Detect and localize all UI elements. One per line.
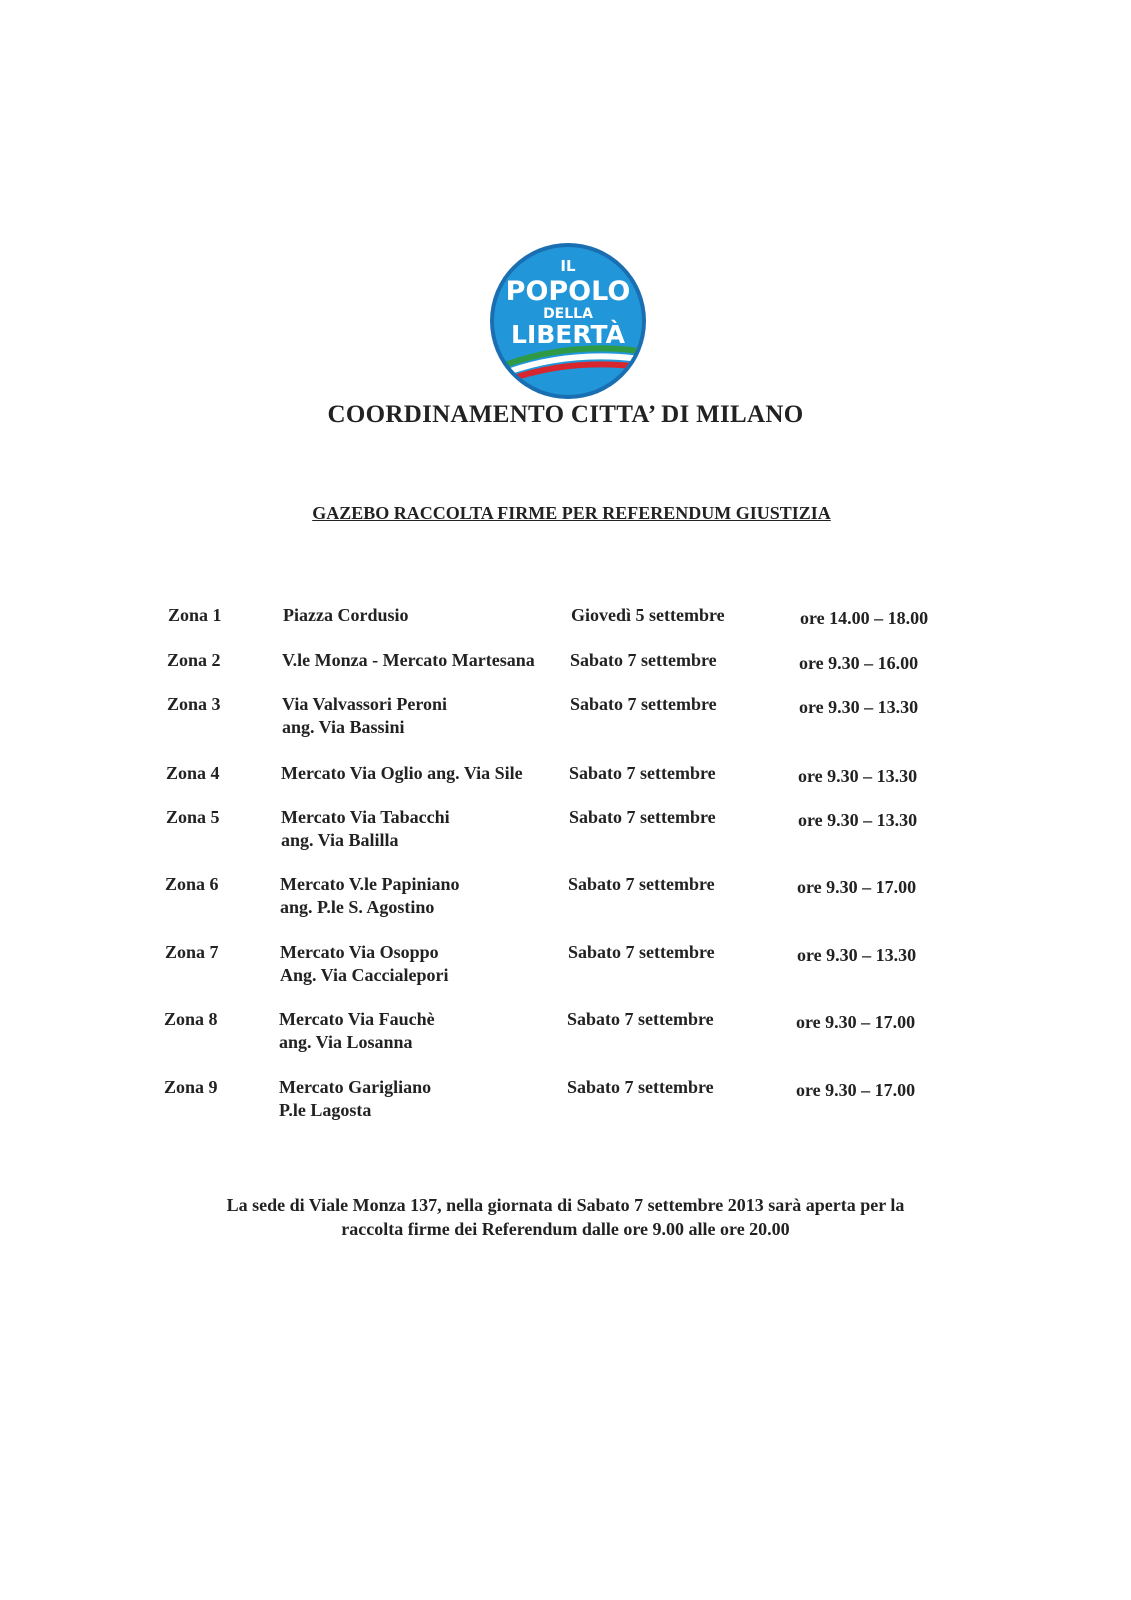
logo-text-il: IL: [560, 257, 576, 275]
date: Sabato 7 settembre: [567, 1077, 714, 1097]
zone-label: Zona 1: [168, 605, 222, 625]
location-line: Mercato Via Osoppo: [280, 942, 439, 962]
location: [282, 649, 535, 672]
location: [282, 693, 447, 739]
location-line: Mercato Via Tabacchi: [281, 807, 450, 827]
date: Sabato 7 settembre: [570, 694, 717, 714]
date: Sabato 7 settembre: [567, 1009, 714, 1029]
zone-label: Zona 2: [167, 650, 221, 670]
time-range: ore 9.30 – 13.30: [799, 697, 919, 717]
location: [280, 941, 449, 987]
date: Sabato 7 settembre: [570, 650, 717, 670]
zone-label: Zona 8: [164, 1009, 218, 1029]
footer-note-line-1: La sede di Viale Monza 137, nella giornata di Sabato 7 settembre 2013 sarà aperta per la: [226, 1195, 905, 1215]
date: Sabato 7 settembre: [568, 942, 715, 962]
zone-label: Zona 5: [166, 807, 220, 827]
date: Sabato 7 settembre: [569, 763, 716, 783]
zone-label: Zona 7: [165, 942, 219, 962]
location: [283, 604, 409, 627]
party-logo-emblem: [487, 240, 649, 402]
organization-title: COORDINAMENTO CITTA’ DI MILANO: [327, 401, 804, 428]
logo-text-della: DELLA: [543, 306, 593, 322]
location-line: Ang. Via Caccialepori: [280, 965, 449, 985]
location-line: ang. Via Balilla: [281, 830, 399, 850]
location-line: Mercato V.le Papiniano: [280, 874, 460, 894]
logo-text-popolo: POPOLO: [505, 276, 631, 307]
location: [281, 762, 523, 785]
zone-label: Zona 6: [165, 874, 219, 894]
time-range: ore 9.30 – 13.30: [797, 945, 917, 965]
location: [281, 806, 450, 852]
time-range: ore 9.30 – 16.00: [799, 653, 919, 673]
zone-label: Zona 9: [164, 1077, 218, 1097]
party-logo: [487, 240, 649, 402]
zone-label: Zona 3: [167, 694, 221, 714]
location: [279, 1076, 431, 1122]
time-range: ore 9.30 – 13.30: [798, 810, 918, 830]
time-range: ore 14.00 – 18.00: [800, 608, 929, 628]
location-line: P.le Lagosta: [279, 1100, 372, 1120]
location: [280, 873, 460, 919]
time-range: ore 9.30 – 17.00: [797, 877, 917, 897]
zone-label: Zona 4: [166, 763, 220, 783]
document-heading: GAZEBO RACCOLTA FIRME PER REFERENDUM GIUSTIZIA: [312, 503, 831, 523]
location-line: Mercato Via Fauchè: [279, 1009, 435, 1029]
location-line: ang. Via Bassini: [282, 717, 405, 737]
time-range: ore 9.30 – 17.00: [796, 1080, 916, 1100]
location: [279, 1008, 435, 1054]
footer-note: [160, 1193, 971, 1241]
location-line: ang. P.le S. Agostino: [280, 897, 435, 917]
logo-text-liberta: LIBERTÀ: [511, 320, 625, 349]
time-range: ore 9.30 – 17.00: [796, 1012, 916, 1032]
date: Giovedì 5 settembre: [571, 605, 725, 625]
date: Sabato 7 settembre: [568, 874, 715, 894]
date: Sabato 7 settembre: [569, 807, 716, 827]
location-line: Mercato Via Oglio ang. Via Sile: [281, 763, 523, 783]
footer-note-line-2: raccolta firme dei Referendum dalle ore 9.00 alle ore 20.00: [341, 1219, 790, 1239]
location-line: V.le Monza - Mercato Martesana: [282, 650, 535, 670]
location-line: Mercato Garigliano: [279, 1077, 432, 1097]
location-line: Via Valvassori Peroni: [282, 694, 448, 714]
time-range: ore 9.30 – 13.30: [798, 766, 918, 786]
location-line: ang. Via Losanna: [279, 1032, 413, 1052]
location-line: Piazza Cordusio: [283, 605, 409, 625]
